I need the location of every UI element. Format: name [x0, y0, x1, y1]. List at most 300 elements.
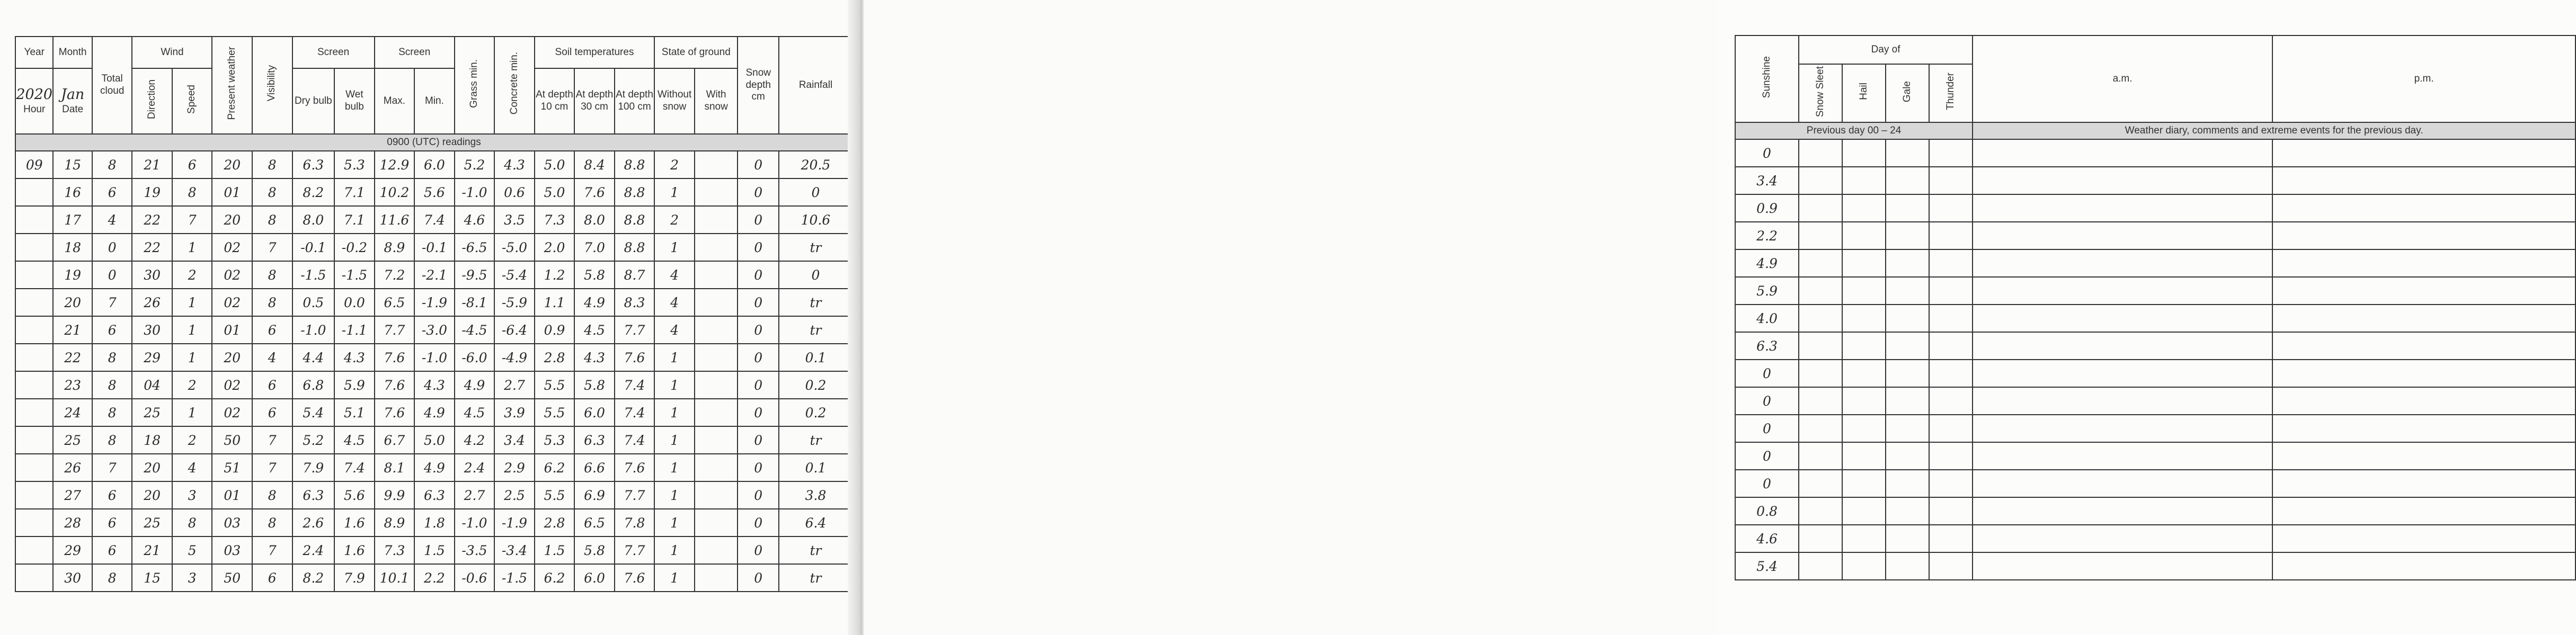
visibility-cell: 8: [252, 206, 292, 234]
soil-100cm-cell: 8.7: [615, 261, 655, 289]
snow-sleet-cell: [1799, 249, 1842, 277]
ground-with-snow-cell: [695, 371, 738, 399]
ground-without-snow-cell: 1: [654, 481, 695, 509]
table-row: [1735, 470, 2575, 497]
sunshine-header: Sunshine: [1735, 35, 1799, 122]
present-weather-cell: 01: [212, 316, 252, 344]
ground-with-snow-cell: [695, 178, 738, 206]
am-diary-cell: [1973, 360, 2272, 387]
dry-bulb-cell: 4.4: [292, 344, 335, 371]
screen-min-cell: 5.0: [414, 426, 455, 454]
diary-band: Weather diary, comments and extreme events for the previous day.: [1973, 122, 2575, 139]
rainfall-cell: tr: [779, 289, 852, 316]
screen-max-cell: 7.6: [375, 399, 415, 426]
date-cell: 17: [53, 206, 92, 234]
rainfall-cell: 0.1: [779, 454, 852, 481]
gale-cell: [1886, 442, 1929, 470]
state-of-ground-header: State of ground: [654, 37, 738, 68]
ground-without-snow-cell: 1: [654, 234, 695, 261]
snow-sleet-cell: [1799, 552, 1842, 580]
total-cloud-cell: 8: [92, 151, 132, 178]
total-cloud-cell: 7: [92, 454, 132, 481]
ground-with-snow-cell: [695, 426, 738, 454]
ground-without-snow-cell: 1: [654, 178, 695, 206]
grass-min-cell: -4.5: [455, 316, 495, 344]
year-value: 2020: [16, 86, 53, 103]
total-cloud-cell: 8: [92, 399, 132, 426]
screen-max-cell: 9.9: [375, 481, 415, 509]
screen-header: Screen: [292, 37, 375, 68]
pm-diary-cell: [2272, 249, 2575, 277]
ground-without-snow-cell: 1: [654, 426, 695, 454]
wind-speed-cell: 3: [172, 481, 212, 509]
snow-sleet-cell: [1799, 167, 1842, 194]
snow-depth-cell: 0: [738, 261, 779, 289]
visibility-cell: 8: [252, 481, 292, 509]
wind-direction-cell: 25: [132, 509, 172, 536]
sunshine-cell: 0: [1735, 360, 1799, 387]
screen-min-cell: -1.0: [414, 344, 455, 371]
soil-100cm-cell: 7.4: [615, 399, 655, 426]
hail-header: Hail: [1842, 64, 1886, 122]
rainfall-cell: 20.5: [779, 151, 852, 178]
gale-cell: [1886, 194, 1929, 222]
grass-min-cell: 4.6: [455, 206, 495, 234]
date-cell: 30: [53, 564, 92, 592]
soil-10cm-cell: 6.2: [535, 564, 575, 592]
sunshine-cell: 0.9: [1735, 194, 1799, 222]
present-weather-cell: 02: [212, 234, 252, 261]
min-header: Min.: [414, 68, 455, 134]
ground-without-snow-cell: 1: [654, 509, 695, 536]
soil-100cm-cell: 7.8: [615, 509, 655, 536]
wind-speed-header: Speed: [172, 68, 212, 134]
hail-cell: [1842, 222, 1886, 249]
soil-10cm-cell: 5.0: [535, 178, 575, 206]
snow-sleet-cell: [1799, 525, 1842, 552]
ground-without-snow-cell: 1: [654, 536, 695, 564]
pm-diary-cell: [2272, 470, 2575, 497]
soil-10cm-cell: 7.3: [535, 206, 575, 234]
am-diary-cell: [1973, 305, 2272, 332]
wet-bulb-cell: 7.9: [334, 564, 375, 592]
soil-100cm-cell: 8.3: [615, 289, 655, 316]
screen-min-cell: -1.9: [414, 289, 455, 316]
snow-depth-cell: 0: [738, 509, 779, 536]
thunder-cell: [1929, 415, 1973, 442]
table-row: [1735, 552, 2575, 580]
gale-cell: [1886, 277, 1929, 305]
hail-cell: [1842, 470, 1886, 497]
present-weather-cell: 02: [212, 261, 252, 289]
hour-cell: [15, 399, 53, 426]
table-row: [15, 509, 852, 536]
month-value: Jan: [61, 86, 85, 103]
thunder-cell: [1929, 470, 1973, 497]
visibility-header: Visibility: [252, 37, 292, 134]
ground-without-snow-cell: 4: [654, 289, 695, 316]
am-diary-cell: [1973, 387, 2272, 415]
sunshine-cell: 0: [1735, 387, 1799, 415]
pm-diary-cell: [2272, 360, 2575, 387]
soil-10cm-cell: 2.8: [535, 344, 575, 371]
rainfall-cell: 6.4: [779, 509, 852, 536]
snow-sleet-cell: [1799, 222, 1842, 249]
dry-bulb-cell: -1.0: [292, 316, 335, 344]
wind-speed-cell: 1: [172, 234, 212, 261]
soil-30cm-cell: 7.6: [574, 178, 615, 206]
wind-direction-cell: 26: [132, 289, 172, 316]
screen-max-cell: 6.5: [375, 289, 415, 316]
screen-max-cell: 7.3: [375, 536, 415, 564]
snow-sleet-cell: [1799, 305, 1842, 332]
table-row: [1735, 222, 2575, 249]
depth-10-header: At depth 10 cm: [535, 68, 575, 134]
screen-max-cell: 12.9: [375, 151, 415, 178]
ground-without-snow-cell: 1: [654, 371, 695, 399]
dry-bulb-cell: 8.0: [292, 206, 335, 234]
date-cell: 20: [53, 289, 92, 316]
hour-label: Hour: [23, 103, 46, 115]
grass-min-cell: 2.7: [455, 481, 495, 509]
snow-depth-cell: 0: [738, 178, 779, 206]
concrete-min-cell: 3.5: [494, 206, 535, 234]
wet-bulb-cell: 4.5: [334, 426, 375, 454]
dry-bulb-cell: 8.2: [292, 564, 335, 592]
table-row: [15, 316, 852, 344]
screen-max-cell: 7.6: [375, 371, 415, 399]
grass-min-cell: -9.5: [455, 261, 495, 289]
hail-cell: [1842, 360, 1886, 387]
wind-speed-cell: 2: [172, 426, 212, 454]
visibility-cell: 7: [252, 426, 292, 454]
dry-bulb-cell: 5.4: [292, 399, 335, 426]
wind-speed-cell: 1: [172, 399, 212, 426]
present-weather-cell: 50: [212, 564, 252, 592]
month-date-cell: [53, 68, 92, 134]
table-row: [15, 206, 852, 234]
soil-30cm-cell: 4.3: [574, 344, 615, 371]
wind-direction-cell: 21: [132, 151, 172, 178]
wet-bulb-cell: 5.1: [334, 399, 375, 426]
wet-bulb-cell: 1.6: [334, 509, 375, 536]
am-diary-cell: [1973, 277, 2272, 305]
wind-direction-cell: 22: [132, 234, 172, 261]
snow-sleet-cell: [1799, 387, 1842, 415]
soil-30cm-cell: 4.9: [574, 289, 615, 316]
soil-100cm-cell: 8.8: [615, 178, 655, 206]
soil-30cm-cell: 6.5: [574, 509, 615, 536]
soil-30cm-cell: 6.0: [574, 399, 615, 426]
sunshine-cell: 2.2: [1735, 222, 1799, 249]
pm-diary-cell: [2272, 222, 2575, 249]
snow-sleet-cell: [1799, 442, 1842, 470]
hail-cell: [1842, 497, 1886, 525]
ground-with-snow-cell: [695, 206, 738, 234]
table-row: [15, 481, 852, 509]
dry-bulb-cell: 6.8: [292, 371, 335, 399]
screen-max-cell: 10.2: [375, 178, 415, 206]
soil-100cm-cell: 7.6: [615, 344, 655, 371]
sunshine-cell: 4.0: [1735, 305, 1799, 332]
table-row: [1735, 525, 2575, 552]
table-row: [1735, 305, 2575, 332]
table-row: [15, 261, 852, 289]
screen-min-cell: 5.6: [414, 178, 455, 206]
total-cloud-cell: 8: [92, 371, 132, 399]
day-of-header: Day of: [1799, 35, 1973, 64]
am-diary-cell: [1973, 552, 2272, 580]
screen-min-cell: 4.9: [414, 399, 455, 426]
screen-max-cell: 7.2: [375, 261, 415, 289]
table-row: [15, 151, 852, 178]
rainfall-cell: 0: [779, 261, 852, 289]
table-row: [1735, 277, 2575, 305]
hour-cell: [15, 234, 53, 261]
grass-min-cell: -1.0: [455, 178, 495, 206]
hour-cell: [15, 371, 53, 399]
gale-cell: [1886, 332, 1929, 360]
soil-30cm-cell: 4.5: [574, 316, 615, 344]
soil-30cm-cell: 6.3: [574, 426, 615, 454]
grass-min-cell: -1.0: [455, 509, 495, 536]
soil-30cm-cell: 8.0: [574, 206, 615, 234]
ground-with-snow-cell: [695, 564, 738, 592]
gale-cell: [1886, 167, 1929, 194]
hail-cell: [1842, 552, 1886, 580]
dry-bulb-cell: 5.2: [292, 426, 335, 454]
concrete-min-cell: -1.9: [494, 509, 535, 536]
concrete-min-cell: -5.4: [494, 261, 535, 289]
rainfall-cell: tr: [779, 234, 852, 261]
sunshine-cell: 0: [1735, 139, 1799, 167]
snow-sleet-header: Snow Sleet: [1799, 64, 1842, 122]
wet-bulb-cell: 7.4: [334, 454, 375, 481]
date-cell: 22: [53, 344, 92, 371]
soil-100cm-cell: 7.7: [615, 481, 655, 509]
rainfall-cell: 10.6: [779, 206, 852, 234]
concrete-min-cell: -3.4: [494, 536, 535, 564]
am-diary-cell: [1973, 525, 2272, 552]
am-diary-cell: [1973, 415, 2272, 442]
snow-depth-cell: 0: [738, 426, 779, 454]
soil-10cm-cell: 1.1: [535, 289, 575, 316]
soil-100cm-cell: 8.8: [615, 151, 655, 178]
pm-diary-cell: [2272, 442, 2575, 470]
pm-header: p.m.: [2272, 35, 2575, 122]
month-header: Month: [53, 37, 92, 68]
am-diary-cell: [1973, 470, 2272, 497]
soil-10cm-cell: 5.5: [535, 399, 575, 426]
soil-100cm-cell: 7.4: [615, 371, 655, 399]
wet-bulb-cell: 4.3: [334, 344, 375, 371]
visibility-cell: 7: [252, 454, 292, 481]
snow-sleet-cell: [1799, 497, 1842, 525]
snow-depth-header: Snow depth cm: [738, 37, 779, 134]
concrete-min-cell: 4.3: [494, 151, 535, 178]
date-cell: 23: [53, 371, 92, 399]
present-weather-cell: 20: [212, 151, 252, 178]
wet-bulb-cell: -1.5: [334, 261, 375, 289]
wet-bulb-cell: 7.1: [334, 178, 375, 206]
ground-without-snow-cell: 1: [654, 399, 695, 426]
wind-speed-cell: 8: [172, 509, 212, 536]
wind-direction-cell: 30: [132, 261, 172, 289]
gale-cell: [1886, 415, 1929, 442]
dry-bulb-cell: -0.1: [292, 234, 335, 261]
sunshine-cell: 5.4: [1735, 552, 1799, 580]
wind-direction-cell: 30: [132, 316, 172, 344]
sunshine-cell: 4.6: [1735, 525, 1799, 552]
pm-diary-cell: [2272, 497, 2575, 525]
date-cell: 25: [53, 426, 92, 454]
readings-band: 0900 (UTC) readings: [15, 134, 852, 151]
thunder-cell: [1929, 139, 1973, 167]
wind-speed-cell: 8: [172, 178, 212, 206]
soil-10cm-cell: 5.5: [535, 481, 575, 509]
soil-10cm-cell: 1.2: [535, 261, 575, 289]
am-diary-cell: [1973, 249, 2272, 277]
soil-10cm-cell: 6.2: [535, 454, 575, 481]
hail-cell: [1842, 139, 1886, 167]
total-cloud-cell: 6: [92, 481, 132, 509]
concrete-min-header: Concrete min.: [494, 37, 535, 134]
wet-bulb-cell: -1.1: [334, 316, 375, 344]
thunder-cell: [1929, 497, 1973, 525]
rainfall-cell: 0.2: [779, 399, 852, 426]
date-cell: 16: [53, 178, 92, 206]
wind-speed-cell: 1: [172, 344, 212, 371]
screen-max-cell: 6.7: [375, 426, 415, 454]
gale-cell: [1886, 222, 1929, 249]
date-cell: 21: [53, 316, 92, 344]
wind-direction-cell: 25: [132, 399, 172, 426]
ground-without-snow-cell: 4: [654, 261, 695, 289]
ground-with-snow-cell: [695, 261, 738, 289]
hour-cell: 09: [15, 151, 53, 178]
sunshine-cell: 4.9: [1735, 249, 1799, 277]
pm-diary-cell: [2272, 277, 2575, 305]
table-row: [15, 426, 852, 454]
wind-direction-cell: 22: [132, 206, 172, 234]
am-diary-cell: [1973, 222, 2272, 249]
total-cloud-cell: 6: [92, 509, 132, 536]
thunder-cell: [1929, 525, 1973, 552]
table-row: [1735, 442, 2575, 470]
ground-without-snow-cell: 2: [654, 206, 695, 234]
date-cell: 19: [53, 261, 92, 289]
ground-without-snow-cell: 1: [654, 564, 695, 592]
present-weather-cell: 01: [212, 178, 252, 206]
visibility-cell: 6: [252, 371, 292, 399]
date-cell: 15: [53, 151, 92, 178]
table-row: [1735, 139, 2575, 167]
diary-table: [1735, 35, 2576, 580]
wind-header: Wind: [132, 37, 212, 68]
wind-direction-cell: 20: [132, 481, 172, 509]
hour-cell: [15, 316, 53, 344]
table-row: [15, 536, 852, 564]
screen-min-cell: 6.0: [414, 151, 455, 178]
with-snow-header: With snow: [695, 68, 738, 134]
concrete-min-cell: 2.9: [494, 454, 535, 481]
pm-diary-cell: [2272, 415, 2575, 442]
wind-speed-cell: 4: [172, 454, 212, 481]
thunder-cell: [1929, 194, 1973, 222]
pm-diary-cell: [2272, 525, 2575, 552]
ground-with-snow-cell: [695, 234, 738, 261]
pm-diary-cell: [2272, 305, 2575, 332]
dry-bulb-cell: -1.5: [292, 261, 335, 289]
soil-30cm-cell: 5.8: [574, 371, 615, 399]
hail-cell: [1842, 249, 1886, 277]
sunshine-cell: 0: [1735, 470, 1799, 497]
snow-depth-cell: 0: [738, 371, 779, 399]
grass-min-cell: -8.1: [455, 289, 495, 316]
wet-bulb-cell: 5.6: [334, 481, 375, 509]
table-row: [15, 399, 852, 426]
depth-30-header: At depth 30 cm: [574, 68, 615, 134]
present-weather-cell: 02: [212, 399, 252, 426]
table-row: [1735, 167, 2575, 194]
hail-cell: [1842, 305, 1886, 332]
soil-10cm-cell: 2.0: [535, 234, 575, 261]
wind-direction-cell: 29: [132, 344, 172, 371]
grass-min-cell: -0.6: [455, 564, 495, 592]
hour-cell: [15, 289, 53, 316]
dry-bulb-cell: 0.5: [292, 289, 335, 316]
ground-with-snow-cell: [695, 509, 738, 536]
right-page: [864, 0, 2434, 635]
sunshine-cell: 3.4: [1735, 167, 1799, 194]
snow-depth-cell: 0: [738, 234, 779, 261]
snow-sleet-cell: [1799, 139, 1842, 167]
hail-cell: [1842, 167, 1886, 194]
hail-cell: [1842, 442, 1886, 470]
snow-sleet-cell: [1799, 360, 1842, 387]
soil-10cm-cell: 1.5: [535, 536, 575, 564]
present-weather-cell: 02: [212, 371, 252, 399]
table-row: [1735, 387, 2575, 415]
screen-max-cell: 8.1: [375, 454, 415, 481]
snow-sleet-cell: [1799, 194, 1842, 222]
soil-100cm-cell: 7.4: [615, 426, 655, 454]
hour-cell: [15, 426, 53, 454]
screen-max-cell: 10.1: [375, 564, 415, 592]
screen-min-cell: 4.3: [414, 371, 455, 399]
present-weather-header: Present weather: [212, 37, 252, 134]
am-diary-cell: [1973, 167, 2272, 194]
sunshine-cell: 0: [1735, 415, 1799, 442]
date-cell: 28: [53, 509, 92, 536]
table-row: [15, 178, 852, 206]
soil-30cm-cell: 6.0: [574, 564, 615, 592]
concrete-min-cell: 2.5: [494, 481, 535, 509]
total-cloud-cell: 8: [92, 564, 132, 592]
screen-max-cell: 7.7: [375, 316, 415, 344]
ground-without-snow-cell: 4: [654, 316, 695, 344]
rainfall-cell: tr: [779, 426, 852, 454]
snow-depth-cell: 0: [738, 289, 779, 316]
wet-bulb-cell: 5.9: [334, 371, 375, 399]
soil-30cm-cell: 5.8: [574, 536, 615, 564]
ground-with-snow-cell: [695, 316, 738, 344]
total-cloud-header: Total cloud: [92, 37, 132, 134]
thunder-cell: [1929, 332, 1973, 360]
snow-depth-cell: 0: [738, 316, 779, 344]
rainfall-cell: 0.2: [779, 371, 852, 399]
screen-min-cell: -2.1: [414, 261, 455, 289]
